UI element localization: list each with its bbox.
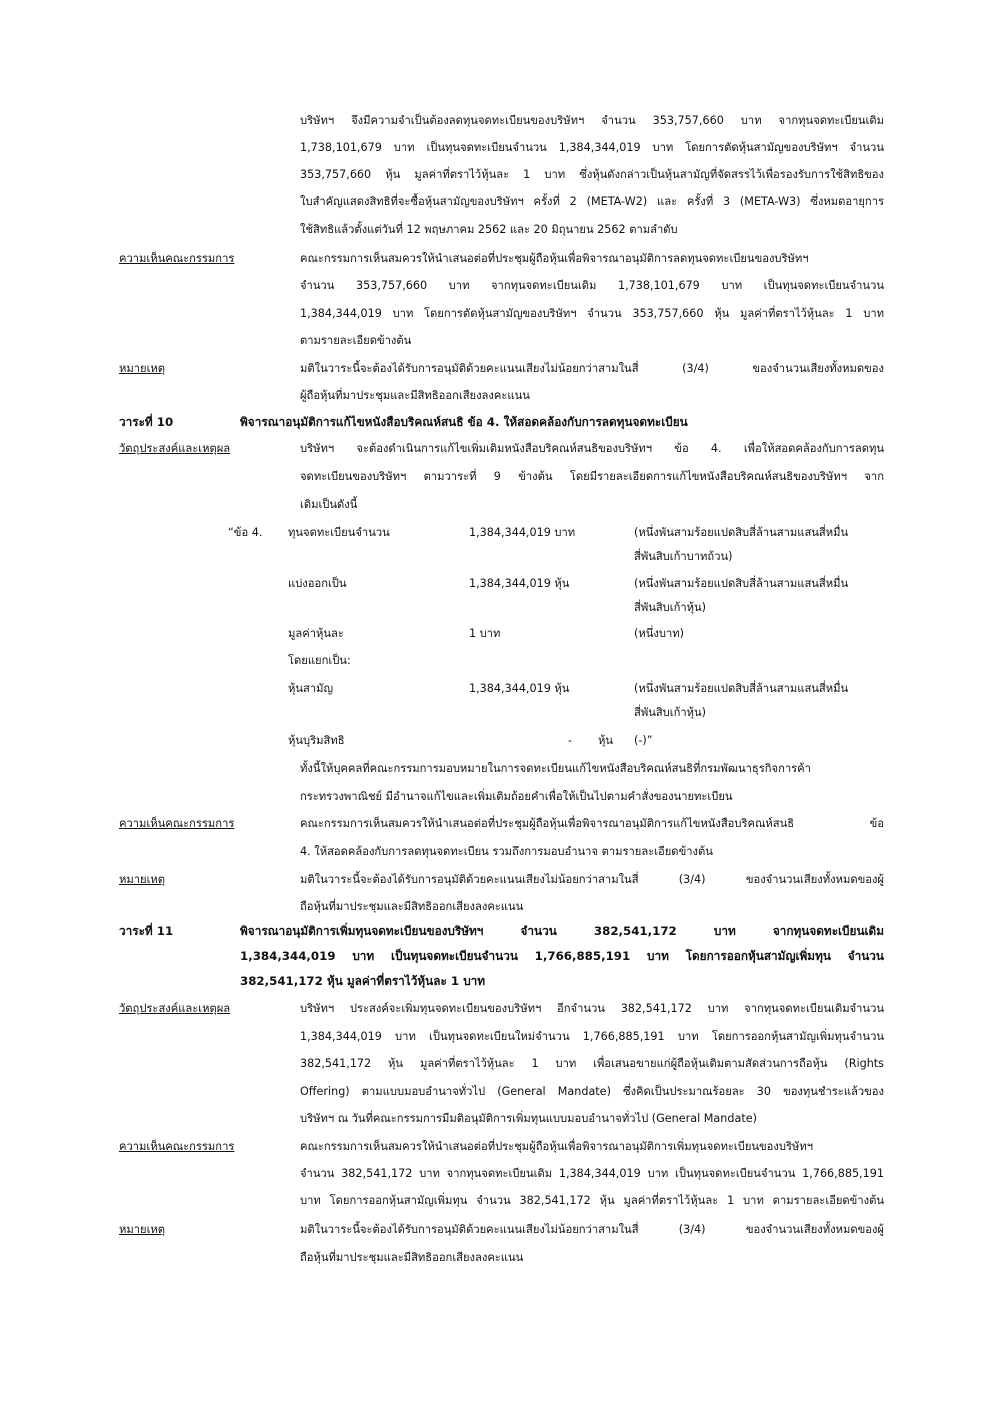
- objective-line: เดิมเป็นดังนี้: [300, 498, 358, 511]
- clause-amount: 1,384,344,019 หุ้น: [469, 682, 570, 695]
- clause-item: แบ่งออกเป็น: [288, 577, 347, 590]
- clause-amount: 1 บาท: [469, 627, 501, 640]
- clause-amount: 1,384,344,019 หุ้น: [469, 577, 570, 590]
- board-opinion-line: ตามรายละเอียดข้างต้น: [300, 334, 412, 347]
- clause-words: สี่พันสิบเก้าหุ้น): [634, 706, 707, 719]
- intro-line: 353,757,660 หุ้น มูลค่าที่ตราไว้หุ้นละ 1 บาท ซึ่งหุ้นดังกล่าวเป็นหุ้นสามัญที่จัดสรรไว้เพื่อรองรับการใช้สิทธิของ: [300, 168, 884, 181]
- remark-line: มติในวาระนี้จะต้องได้รับการอนุมัติด้วยคะแนนเสียงไม่น้อยกว่าสามในสี่ (3/4) ของจำนวนเสียงทั้งหมดของ: [300, 362, 884, 375]
- board-opinion-line: จำนวน 382,541,172 บาท จากทุนจดทะเบียนเดิม 1,384,344,019 บาท เป็นทุนจดทะเบียนจำนวน 1,766,885,191: [300, 1167, 884, 1180]
- board-opinion-label: ความเห็นคณะกรรมการ: [119, 1140, 235, 1153]
- objective-line: บริษัทฯ ณ วันที่คณะกรรมการมีมติอนุมัติการเพิ่มทุนแบบมอบอำนาจทั่วไป (General Mandate): [300, 1112, 757, 1125]
- board-opinion-label: ความเห็นคณะกรรมการ: [119, 252, 235, 265]
- clause-words: (หนึ่งบาท): [634, 627, 684, 640]
- clause-item: หุ้นสามัญ: [288, 682, 334, 695]
- objective-label: วัตถุประสงค์และเหตุผล: [119, 1002, 231, 1015]
- clause-amount: 1,384,344,019 บาท: [469, 526, 576, 539]
- clause-item: หุ้นบุริมสิทธิ: [288, 734, 345, 747]
- board-opinion-line: 1,384,344,019 บาท โดยการตัดหุ้นสามัญของบริษัทฯ จำนวน 353,757,660 หุ้น มูลค่าที่ตราไว้หุ้นละ 1 บาท: [300, 307, 884, 320]
- delegation-line: ทั้งนี้ให้บุคคลที่คณะกรรมการมอบหมายในการจดทะเบียนแก้ไขหนังสือบริคณห์สนธิที่กรมพัฒนาธุรกิจการค้า: [300, 762, 811, 775]
- intro-line: บริษัทฯ จึงมีความจำเป็นต้องลดทุนจดทะเบียนของบริษัทฯ จำนวน 353,757,660 บาท จากทุนจดทะเบียนเดิม: [300, 114, 884, 127]
- objective-line: 382,541,172 หุ้น มูลค่าที่ตราไว้หุ้นละ 1 บาท เพื่อเสนอขายแก่ผู้ถือหุ้นเดิมตามสัดส่วนการถือหุ้น (Rights: [300, 1057, 884, 1070]
- agenda-10-number: วาระที่ 10: [119, 415, 174, 429]
- remark-label: หมายเหตุ: [119, 1223, 166, 1236]
- board-opinion-line: 4. ให้สอดคล้องกับการลดทุนจดทะเบียน รวมถึงการมอบอำนาจ ตามรายละเอียดข้างต้น: [300, 845, 713, 858]
- clause-amount: -: [568, 734, 573, 747]
- agenda-11-title-line: 1,384,344,019 บาท เป็นทุนจดทะเบียนจำนวน 1,766,885,191 บาท โดยการออกหุ้นสามัญเพิ่มทุน จำนวน: [240, 949, 884, 963]
- agenda-11-number: วาระที่ 11: [119, 924, 174, 938]
- remark-line: ถือหุ้นที่มาประชุมและมีสิทธิออกเสียงลงคะแนน: [300, 900, 524, 913]
- board-opinion-line: จำนวน 353,757,660 บาท จากทุนจดทะเบียนเดิม 1,738,101,679 บาท เป็นทุนจดทะเบียนจำนวน: [300, 279, 884, 292]
- objective-label: วัตถุประสงค์และเหตุผล: [119, 442, 231, 455]
- clause-words: สี่พันสิบเก้าหุ้น): [634, 601, 707, 614]
- remark-label: หมายเหตุ: [119, 873, 166, 886]
- remark-label: หมายเหตุ: [119, 362, 166, 375]
- agenda-11-title-line: พิจารณาอนุมัติการเพิ่มทุนจดทะเบียนของบริษัทฯ จำนวน 382,541,172 บาท จากทุนจดทะเบียนเดิม: [240, 924, 884, 938]
- clause-words: (หนึ่งพันสามร้อยแปดสิบสี่ล้านสามแสนสี่หมื่น: [634, 577, 849, 590]
- remark-line: มติในวาระนี้จะต้องได้รับการอนุมัติด้วยคะแนนเสียงไม่น้อยกว่าสามในสี่ (3/4) ของจำนวนเสียงทั้งหมดของผู้: [300, 1223, 884, 1236]
- objective-line: 1,384,344,019 บาท เป็นทุนจดทะเบียนใหม่จำนวน 1,766,885,191 บาท โดยการออกหุ้นสามัญเพิ่มทุนจำนวน: [300, 1030, 884, 1043]
- clause-prefix: “ข้อ 4.: [228, 526, 263, 539]
- delegation-line: กระทรวงพาณิชย์ มีอำนาจแก้ไขและเพิ่มเติมถ้อยคำเพื่อให้เป็นไปตามคำสั่งของนายทะเบียน: [300, 790, 733, 803]
- agenda-10-title: พิจารณาอนุมัติการแก้ไขหนังสือบริคณห์สนธิ ข้อ 4. ให้สอดคล้องกับการลดทุนจดทะเบียน: [240, 415, 688, 429]
- objective-line: จดทะเบียนของบริษัทฯ ตามวาระที่ 9 ข้างต้น โดยมีรายละเอียดการแก้ไขหนังสือบริคณห์สนธิของบริษัทฯ จาก: [300, 470, 884, 483]
- clause-item: ทุนจดทะเบียนจำนวน: [288, 526, 390, 539]
- board-opinion-line: คณะกรรมการเห็นสมควรให้นำเสนอต่อที่ประชุมผู้ถือหุ้นเพื่อพิจารณาอนุมัติการแก้ไขหนังสือบริคณห์สนธิ ข้อ: [300, 817, 884, 830]
- objective-line: Offering) ตามแบบมอบอำนาจทั่วไป (General Mandate) ซึ่งคิดเป็นประมาณร้อยละ 30 ของทุนชำระแล้วของ: [300, 1085, 884, 1098]
- objective-line: บริษัทฯ ประสงค์จะเพิ่มทุนจดทะเบียนของบริษัทฯ อีกจำนวน 382,541,172 บาท จากทุนจดทะเบียนเดิมจำนวน: [300, 1002, 884, 1015]
- clause-words: สี่พันสิบเก้าบาทถ้วน): [634, 550, 733, 563]
- board-opinion-label: ความเห็นคณะกรรมการ: [119, 817, 235, 830]
- clause-item: มูลค่าหุ้นละ: [288, 627, 344, 640]
- clause-words: (-)”: [634, 734, 653, 747]
- agenda-11-title-line: 382,541,172 หุ้น มูลค่าที่ตราไว้หุ้นละ 1 บาท: [240, 974, 486, 988]
- remark-line: ผู้ถือหุ้นที่มาประชุมและมีสิทธิออกเสียงลงคะแนน: [300, 389, 530, 402]
- intro-line: ใบสำคัญแสดงสิทธิที่จะซื้อหุ้นสามัญของบริษัทฯ ครั้งที่ 2 (META-W2) และ ครั้งที่ 3 (META-W3) ซึ่งหมดอายุการ: [300, 195, 884, 208]
- clause-words: (หนึ่งพันสามร้อยแปดสิบสี่ล้านสามแสนสี่หมื่น: [634, 682, 849, 695]
- board-opinion-line: บาท โดยการออกหุ้นสามัญเพิ่มทุน จำนวน 382,541,172 หุ้น มูลค่าที่ตราไว้หุ้นละ 1 บาท ตามรายละเอียดข้างต้น: [300, 1194, 884, 1207]
- board-opinion-line: คณะกรรมการเห็นสมควรให้นำเสนอต่อที่ประชุมผู้ถือหุ้นเพื่อพิจารณาอนุมัติการลดทุนจดทะเบียนของบริษัทฯ: [300, 252, 809, 265]
- board-opinion-line: คณะกรรมการเห็นสมควรให้นำเสนอต่อที่ประชุมผู้ถือหุ้นเพื่อพิจารณาอนุมัติการเพิ่มทุนจดทะเบียนของบริษัทฯ: [300, 1140, 813, 1153]
- intro-line: ใช้สิทธิแล้วตั้งแต่วันที่ 12 พฤษภาคม 2562 และ 20 มิถุนายน 2562 ตามลำดับ: [300, 223, 678, 236]
- clause-item: โดยแยกเป็น:: [288, 654, 351, 667]
- clause-unit: หุ้น: [598, 734, 614, 747]
- objective-line: บริษัทฯ จะต้องดำเนินการแก้ไขเพิ่มเติมหนังสือบริคณห์สนธิของบริษัทฯ ข้อ 4. เพื่อให้สอดคล้องกับการลดทุน: [300, 442, 884, 455]
- remark-line: มติในวาระนี้จะต้องได้รับการอนุมัติด้วยคะแนนเสียงไม่น้อยกว่าสามในสี่ (3/4) ของจำนวนเสียงทั้งหมดของผู้: [300, 873, 884, 886]
- remark-line: ถือหุ้นที่มาประชุมและมีสิทธิออกเสียงลงคะแนน: [300, 1251, 524, 1264]
- intro-line: 1,738,101,679 บาท เป็นทุนจดทะเบียนจำนวน 1,384,344,019 บาท โดยการตัดหุ้นสามัญของบริษัทฯ จำนวน: [300, 141, 884, 154]
- clause-words: (หนึ่งพันสามร้อยแปดสิบสี่ล้านสามแสนสี่หมื่น: [634, 526, 849, 539]
